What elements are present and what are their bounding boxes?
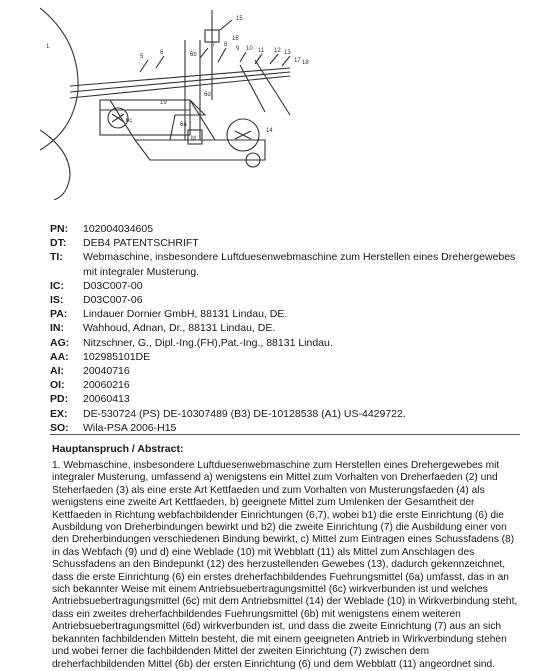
meta-row-dt bbox=[50, 236, 520, 250]
meta-row-ex bbox=[50, 407, 520, 421]
patent-drawing bbox=[40, 0, 540, 200]
meta-row-so bbox=[50, 421, 520, 435]
drive-wheel-6c-cross bbox=[112, 114, 124, 122]
drawing-label: 7 bbox=[212, 42, 216, 48]
leader-a bbox=[200, 48, 208, 58]
meta-key: IN: bbox=[50, 322, 64, 335]
warp-line-upper bbox=[70, 68, 290, 86]
meta-value: D03C007-06 bbox=[83, 294, 143, 307]
drawing-label: 6a bbox=[180, 122, 187, 128]
drawing-label: 10 bbox=[246, 46, 253, 52]
leader-d bbox=[255, 54, 262, 64]
motor-label: M bbox=[191, 136, 196, 142]
cloth-roller-outline bbox=[40, 130, 70, 200]
drawing-label: 13 bbox=[284, 50, 291, 56]
meta-key: AA: bbox=[50, 350, 69, 363]
section-divider bbox=[50, 434, 520, 435]
warp-line-lower bbox=[70, 76, 290, 98]
abstract-text: 1. Webmaschine, insbesondere Luftduesenwebmaschine zum Herstellen eines Drehergewebes mit integraler Musterung, umfassend a) wenigstens ein Mittel zum Vorhalten von Dreherfaeden (2) und Steherfaeden (3) als eine erste Art Kettfaeden und zum Vorhalten von Musterungsfaeden (4) als wenigstens eine zweite Art Kettfaeden, b) geeignete Mittel zum Umlenken der Gesamtheit der Kettfaeden in Richtung webfachbildender Einrichtungen (6,7), wobei b1) die erste Einrichtung (6) die Ausbildung von Dreherbindungen bewirkt und b2) die zweite Einrichtung (7) die Ausbildung einer von den Dreherbindungen verschiedenen Bindung bewirkt, c) Mittel zum Eintragen eines Schussfadens (8) in das Webfach (9) und d) eine Weblade (10) mit Webblatt (11) als Mittel zum Anschlagen des Schussfadens an den Bindepunkt (12) des herzustellenden Gewebes (13), dadurch gekennzeichnet, dass die erste Einrichtung (6) ein erstes dreherfachbildendes Fuehrungsmittel (6a) umfasst, das in an sich bekannter Weise mit einem Antriebsuebertragungsmittel (6c) wirkverbunden ist und welches Antriebsuebertragungsmittel (6c) mit dem Antriebsmittel (14) der Weblade (10) in Wirkverbindung steht, dass ein zweites dreherfachbildendes Fuehrungsmittel (6b) mit wenigstens einem weiteren Antriebsuebertragungsmittel (6d) wirkverbunden ist, und dass die zweite Einrichtung (7) aus an sich bekannten fachbildenden Mitteln besteht, die mit einem geeigneten Antrieb in Wirkverbindung stehen und wobei ferner die fachbildenden Mittel der zweiten Einrichtung (7) zwischen dem dreherfachbildenden Mittel (6b) der ersten Einrichtung (6) und dem Webblatt (11) angeordnet sind. bbox=[52, 460, 518, 670]
drawing-label: 11 bbox=[258, 48, 265, 54]
meta-key: IC: bbox=[50, 279, 64, 292]
meta-key: EX: bbox=[50, 407, 68, 420]
meta-row-is bbox=[50, 293, 520, 307]
drawing-label: 17 bbox=[294, 58, 301, 64]
leader-16 bbox=[220, 20, 232, 30]
meta-value: 102985101DE bbox=[83, 350, 151, 363]
drawing-label: 18 bbox=[302, 60, 309, 66]
meta-value: 20060413 bbox=[83, 393, 130, 406]
drawing-label: 6d bbox=[204, 92, 211, 98]
drawing-label: 8 bbox=[224, 42, 228, 48]
meta-key: PA: bbox=[50, 308, 68, 321]
meta-row-oi bbox=[50, 378, 520, 392]
meta-key: SO: bbox=[50, 421, 69, 434]
meta-key: PN: bbox=[50, 223, 69, 235]
meta-row-ti bbox=[50, 250, 520, 278]
drawing-label: 12 bbox=[274, 48, 281, 54]
leader-c bbox=[240, 52, 246, 62]
meta-key: OI: bbox=[50, 379, 65, 392]
meta-value: Webmaschine, insbesondere Luftduesenwebmaschine zum Herstellen eines Drehergewebes mit integraler Musterung. bbox=[83, 251, 516, 278]
arm-lower bbox=[240, 65, 265, 112]
leader-e bbox=[270, 54, 278, 64]
roller-14-cross bbox=[235, 131, 251, 139]
leader-g bbox=[156, 56, 164, 68]
meta-value: Wila-PSA 2006-H15 bbox=[83, 421, 177, 434]
meta-key: AG: bbox=[50, 336, 70, 349]
meta-value: D03C007-00 bbox=[83, 279, 143, 292]
bibliographic-data bbox=[50, 222, 520, 435]
frame-left bbox=[110, 100, 205, 140]
drawing-label: 15 bbox=[236, 16, 243, 22]
meta-row-in bbox=[50, 321, 520, 335]
meta-value: DEB4 PATENTSCHRIFT bbox=[83, 237, 199, 250]
meta-row-ag bbox=[50, 336, 520, 350]
drawing-label: 6c bbox=[126, 118, 133, 124]
drawing-label: 1 bbox=[46, 44, 50, 50]
meta-row-ai bbox=[50, 364, 520, 378]
leader-b bbox=[218, 48, 226, 62]
meta-key: PD: bbox=[50, 393, 69, 406]
meta-value: Nitzschner, G., Dipl.-Ing.(FH),Pat.-Ing., 88131 Lindau. bbox=[83, 336, 333, 349]
leader-f bbox=[282, 56, 290, 66]
drawing-label: 9 bbox=[236, 46, 240, 52]
drawing-label: 6b bbox=[190, 52, 197, 58]
drawing-label: 5 bbox=[140, 54, 144, 60]
meta-value: 102004034605 bbox=[83, 223, 154, 235]
meta-value: 20040716 bbox=[83, 365, 130, 378]
meta-key: AI: bbox=[50, 365, 64, 378]
warp-line-mid bbox=[70, 72, 290, 92]
meta-value: Wahhoud, Adnan, Dr., 88131 Lindau, DE. bbox=[83, 322, 276, 335]
meta-row-pa bbox=[50, 307, 520, 321]
meta-row-aa bbox=[50, 350, 520, 364]
meta-key: DT: bbox=[50, 237, 67, 250]
warp-beam-outline bbox=[40, 8, 78, 150]
drawing-label: 6 bbox=[160, 50, 164, 56]
abstract-heading: Hauptanspruch / Abstract: bbox=[52, 443, 184, 455]
meta-row-pd bbox=[50, 392, 520, 406]
drawing-label: 19 bbox=[160, 100, 167, 106]
meta-key: IS: bbox=[50, 294, 64, 307]
drawing-label: 16 bbox=[232, 36, 239, 42]
frame-base bbox=[135, 140, 265, 160]
meta-value: 20060216 bbox=[83, 379, 130, 392]
meta-value: DE-530724 (PS) DE-10307489 (B3) DE-10128538 (A1) US-4429722. bbox=[83, 407, 406, 420]
meta-row-ic bbox=[50, 279, 520, 293]
meta-value: Lindauer Dornier GmbH, 88131 Lindau, DE. bbox=[83, 308, 288, 321]
meta-key: TI: bbox=[50, 251, 63, 264]
drawing-label: 14 bbox=[266, 128, 273, 134]
leader-h bbox=[140, 60, 148, 72]
meta-row-pn bbox=[50, 222, 520, 236]
